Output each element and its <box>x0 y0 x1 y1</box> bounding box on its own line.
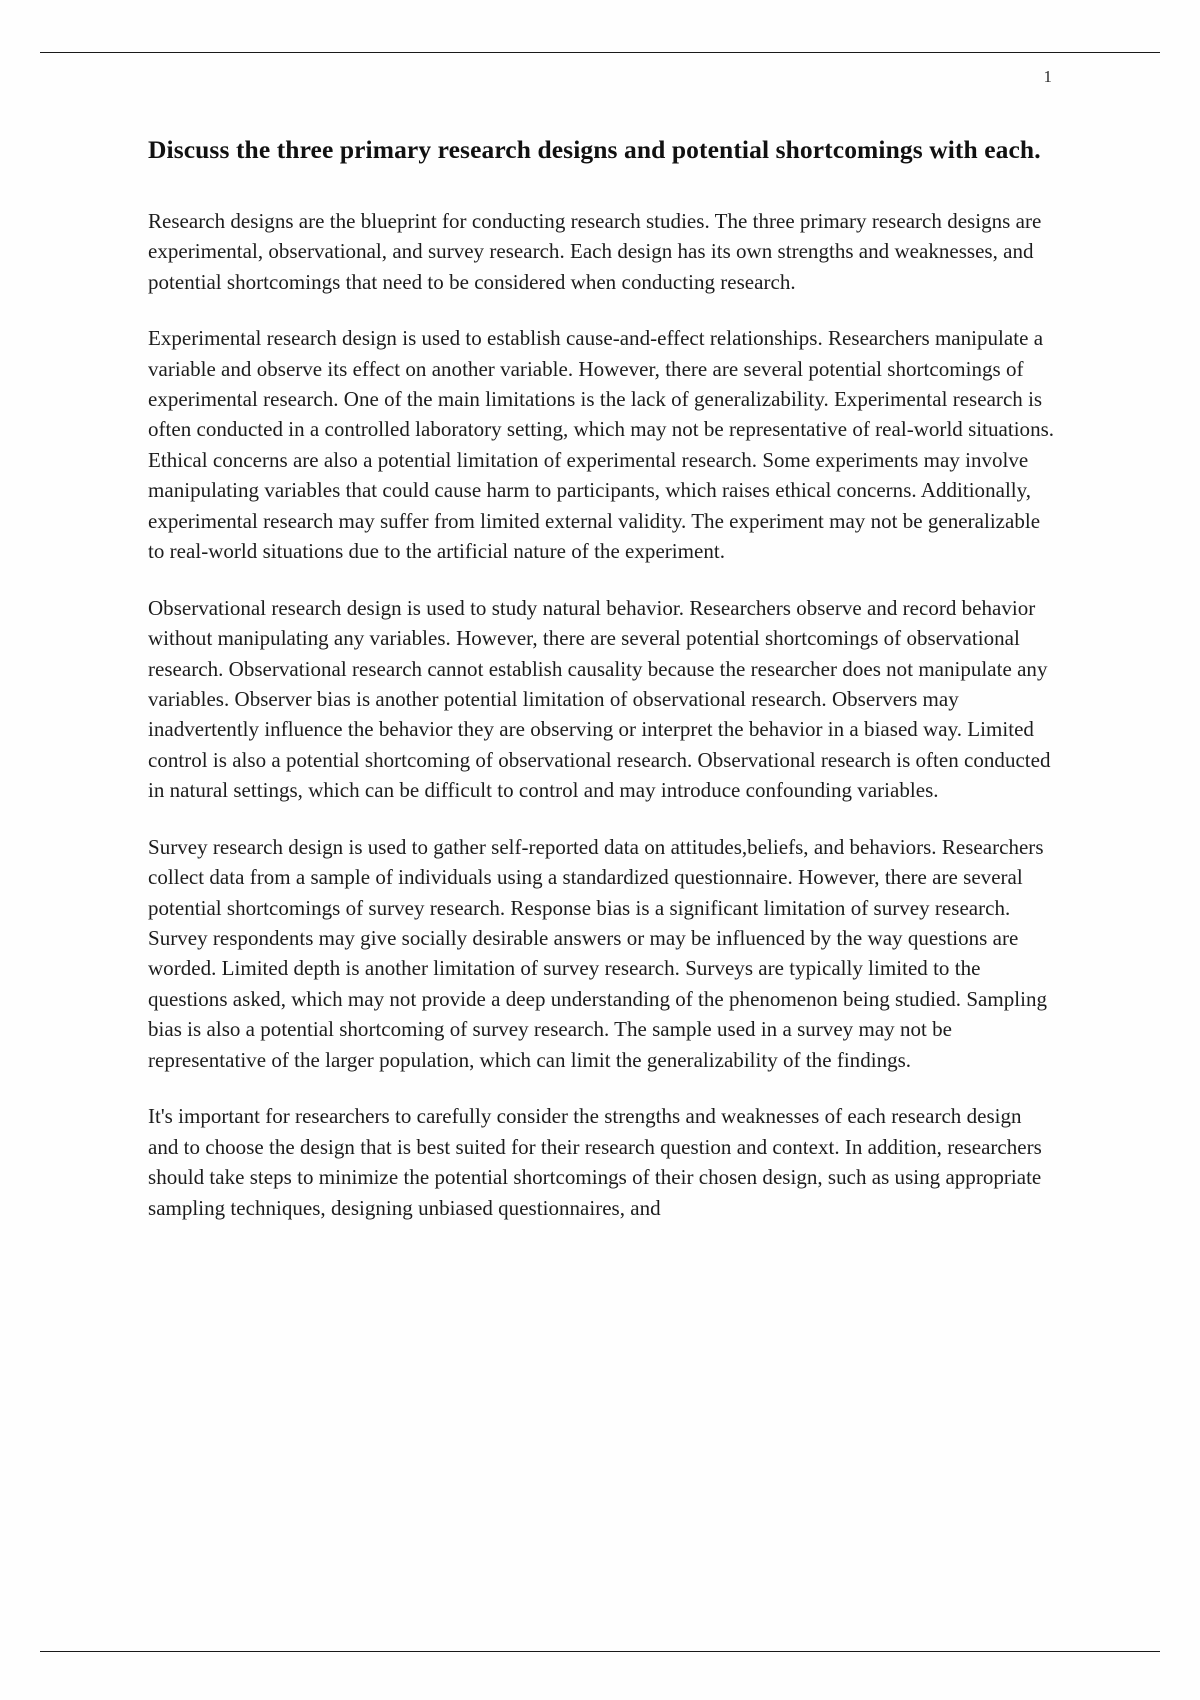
document-body <box>148 128 1056 1223</box>
paragraph-conclusion: It's important for researchers to carefully consider the strengths and weaknesses of each research design and to choose the design that is best suited for their research question and context. In addition, researchers should take steps to minimize the potential shortcomings of their chosen design, such as using appropriate sampling techniques, designing unbiased questionnaires, and <box>148 1104 1042 1220</box>
page-title: Discuss the three primary research designs and potential shortcomings with each. <box>148 135 1041 164</box>
paragraph-experimental: Experimental research design is used to establish cause-and-effect relationships. Researchers manipulate a variable and observe its effect on another variable. However, there are several potential shortcomings of experimental research. One of the main limitations is the lack of generalizability. Experimental research is often conducted in a controlled laboratory setting, which may not be representative of real-world situations. Ethical concerns are also a potential limitation of experimental research. Some experiments may involve manipulating variables that could cause harm to participants, which raises ethical concerns. Additionally, experimental research may suffer from limited external validity. The experiment may not be generalizable to real-world situations due to the artificial nature of the experiment. <box>148 326 1055 564</box>
paragraph-survey: Survey research design is used to gather self-reported data on attitudes,beliefs, and behaviors. Researchers collect data from a sample of individuals using a standardized questionnaire. However, there are several potential shortcomings of survey research. Response bias is a significant limitation of survey research. Survey respondents may give socially desirable answers or may be influenced by the way questions are worded. Limited depth is another limitation of survey research. Surveys are typically limited to the questions asked, which may not provide a deep understanding of the phenomenon being studied. Sampling bias is also a potential shortcoming of survey research. The sample used in a survey may not be representative of the larger population, which can limit the generalizability of the findings. <box>148 834 1048 1072</box>
header-rule <box>40 52 1160 53</box>
page-number: 1 <box>1043 67 1052 86</box>
paragraph-observational: Observational research design is used to study natural behavior. Researchers observe and record behavior without manipulating any variables. However, there are several potential shortcomings of observational research. Observational research cannot establish causality because the researcher does not manipulate any variables. Observer bias is another potential limitation of observational research. Observers may inadvertently influence the behavior they are observing or interpret the behavior in a biased way. Limited control is also a potential shortcoming of observational research. Observational research is often conducted in natural settings, which can be difficult to control and may introduce confounding variables. <box>148 595 1051 803</box>
footer-rule <box>40 1651 1160 1652</box>
paragraph-intro: Research designs are the blueprint for conducting research studies. The three primary research designs are experimental, observational, and survey research. Each design has its own strengths and weaknesses, and potential shortcomings that need to be considered when conducting research. <box>148 208 1042 294</box>
